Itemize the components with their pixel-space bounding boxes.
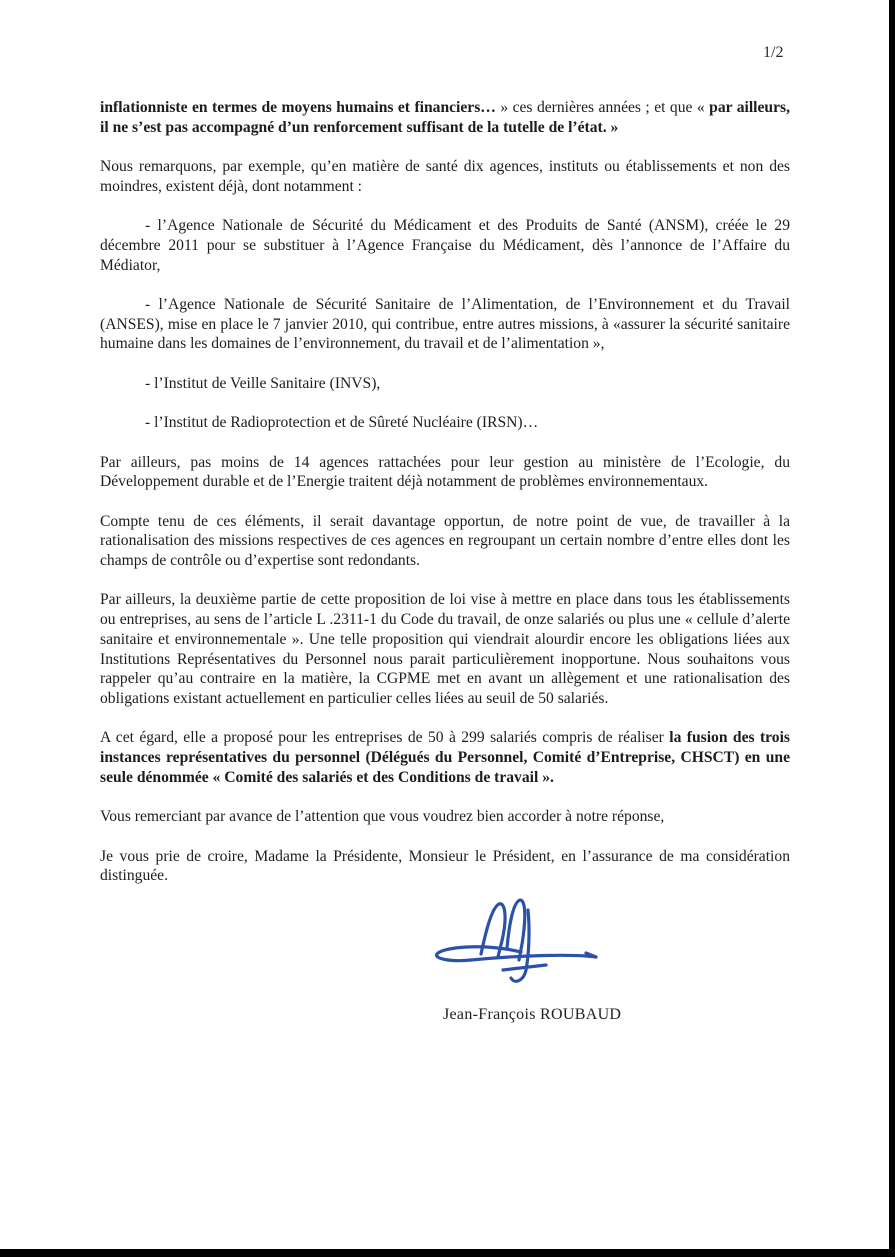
scan-edge-right: [889, 0, 895, 1257]
letter-paragraph: Compte tenu de ces éléments, il serait davantage opportun, de notre point de vue, de travailler à la rationalisation des missions respectives de ces agences en regroupant un certain nombre d’entre elles dont les champs de contrôle ou d’expertise sont redondants.: [100, 512, 790, 570]
signature-image: [433, 896, 605, 990]
letter-paragraph: A cet égard, elle a proposé pour les entreprises de 50 à 299 salariés compris de réaliser la fusion des trois instances représentatives du personnel (Délégués du Personnel, Comité d’Entreprise, CHSCT) en une seule dénommée « Comité des salariés et des Conditions de travail ».: [100, 729, 790, 786]
letter-body: [100, 98, 790, 906]
scan-edge-bottom: [0, 1249, 895, 1257]
letter-list-item: - l’Agence Nationale de Sécurité Sanitaire de l’Alimentation, de l’Environnement et du Travail (ANSES), mise en place le 7 janvier 2010, qui contribue, entre autres missions, à «assurer la sécurité sanitaire humaine dans les domaines de l’environnement, du travail et de l’alimentation »,: [100, 295, 790, 353]
letter-paragraph: Par ailleurs, pas moins de 14 agences rattachées pour leur gestion au ministère de l’Ecologie, du Développement durable et de l’Energie traitent déjà notamment de problèmes environnementaux.: [100, 453, 790, 491]
letter-paragraph: Par ailleurs, la deuxième partie de cette proposition de loi vise à mettre en place dans tous les établissements ou entreprises, au sens de l’article L .2311-1 du Code du travail, de onze salariés ou plus une « cellule d’alerte sanitaire et environnementale ». Une telle proposition qui viendrait alourdir encore les obligations liées aux Institutions Représentatives du Personnel nous parait particulièrement inopportune. Nous souhaitons vous rappeler qu’au contraire en la matière, la CGPME met en avant un allègement et une rationalisation des obligations existant actuellement en particulier celles liées au seuil de 50 salariés.: [100, 591, 790, 707]
letter-list-item: - l’Institut de Radioprotection et de Sûreté Nucléaire (IRSN)…: [145, 414, 539, 432]
letter-paragraph: Nous remarquons, par exemple, qu’en matière de santé dix agences, instituts ou établissements et non des moindres, existent déjà, dont notamment :: [100, 158, 790, 195]
letter-paragraph: Je vous prie de croire, Madame la Présidente, Monsieur le Président, en l’assurance de ma considération distinguée.: [100, 847, 790, 885]
letter-list-item: - l’Agence Nationale de Sécurité du Médicament et des Produits de Santé (ANSM), créée le 29 décembre 2011 pour se substituer à l’Agence Française du Médicament, dès l’annonce de l’Affaire du Médiator,: [100, 217, 790, 274]
letter-paragraph: Vous remerciant par avance de l’attention que vous voudrez bien accorder à notre réponse,: [100, 808, 665, 826]
page-number: 1/2: [763, 44, 784, 61]
letter-list-item: - l’Institut de Veille Sanitaire (INVS),: [145, 374, 381, 392]
letter-paragraph: inflationniste en termes de moyens humains et financiers… » ces dernières années ; et que « par ailleurs, il ne s’est pas accompagné d’un renforcement suffisant de la tutelle de l’état. »: [100, 99, 790, 136]
signatory-name: Jean-François ROUBAUD: [443, 1006, 622, 1023]
